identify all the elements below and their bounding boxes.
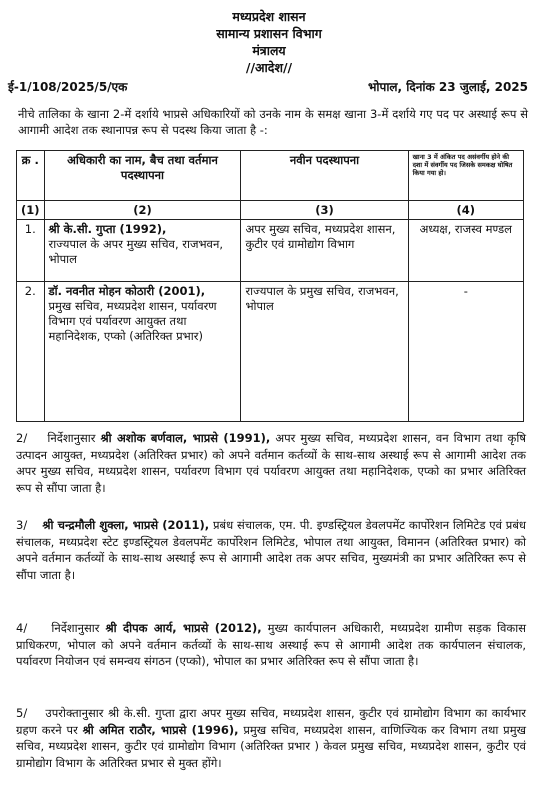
order-title: //आदेश// xyxy=(245,60,293,75)
paragraph-post: प्रमुख सचिव, मध्यप्रदेश शासन, वाणिज्यिक कर विभाग तथा प्रमुख सचिव, मध्यप्रदेश शासन, कुटीर एवं ग्रामोद्योग विभाग (अतिरिक्त प्रभार ) केवल प्रमुख सचिव, मध्यप्रदेश शासन, कुटीर एवं ग्रामोद्योग विभाग के अतिरिक्त प्रभार से मुक्त होंगे। xyxy=(16,722,527,770)
equivalent-post: अध्यक्ष, राजस्व मण्डल xyxy=(408,220,523,282)
current-post: राज्यपाल के अपर मुख्य सचिव, राजभवन, भोपाल xyxy=(48,237,223,266)
paragraph-pre: निर्देशानुसार xyxy=(47,431,101,445)
row-sno: 2. xyxy=(17,282,45,422)
paragraph-number: 5/ xyxy=(16,706,28,720)
department-name: सामान्य प्रशासन विभाग xyxy=(216,26,322,41)
govt-name: मध्यप्रदेश शासन xyxy=(232,9,306,24)
new-post: राज्यपाल के प्रमुख सचिव, राजभवन, भोपाल xyxy=(241,282,408,422)
officer-name: डॉ. नवनीत मोहन कोठारी (2001), xyxy=(48,284,206,298)
officer-cell xyxy=(44,282,241,422)
equivalent-post: - xyxy=(408,282,523,422)
paragraph-post: मुख्य कार्यपालन अधिकारी, मध्यप्रदेश ग्रामीण सड़क विकास प्राधिकरण, भोपाल को अपने वर्तमान कर्तव्यों के साथ-साथ अस्थाई रूप से आगामी आदेश तक कार्यपालन संचालक, पर्यावरण नियोजन एवं समन्वय संगठन (एप्को), भोपाल का प्रभार अतिरिक्त रूप से सौंपा जाता है। xyxy=(16,621,526,668)
table-row xyxy=(17,282,524,422)
column-number: (2) xyxy=(44,201,241,220)
officer-highlight: श्री अमित राठौर, भाप्रसे (1996), xyxy=(82,722,239,737)
paragraph-pre: निर्देशानुसार xyxy=(51,621,106,635)
paragraph-number: 3/ xyxy=(16,518,28,532)
officer-name: श्री के.सी. गुप्ता (1992), xyxy=(48,222,167,236)
document-header xyxy=(0,8,538,76)
officer-highlight: श्री अशोक बर्णवाल, भाप्रसे (1991), xyxy=(100,431,271,445)
paragraph-pre: उपरोक्तानुसार श्री के.सी. गुप्ता द्वारा अपर मुख्य सचिव, मध्यप्रदेश शासन, कुटीर एवं ग्रामोद्योग विभाग का कार्यभार ग्रहण करने पर xyxy=(16,706,527,737)
current-post: प्रमुख सचिव, मध्यप्रदेश शासन, पर्यावरण विभाग एवं पर्यावरण आयुक्त तथा महानिदेशक, एप्को (अतिरिक्त प्रभार) xyxy=(48,299,217,343)
col-header-officer: अधिकारी का नाम, बैच तथा वर्तमान पदस्थापना xyxy=(44,151,241,201)
officer-cell xyxy=(44,220,241,282)
col-header-sno: क्र . xyxy=(17,151,45,201)
table-row xyxy=(17,220,524,282)
intro-text: नीचे तालिका के खाना 2-में दर्शाये भाप्रसे अधिकारियों को उनके नाम के समक्ष खाना 3-में दर्शाये गए पद पर अस्थाई रूप से आगामी आदेश तक स्थानापन्न रूप से पदस्थ किया जाता है -: xyxy=(18,107,528,137)
paragraph-number: 2/ xyxy=(16,431,28,445)
ministry-name: मंत्रालय xyxy=(252,43,286,58)
column-number: (4) xyxy=(408,201,523,220)
posting-table xyxy=(16,150,524,422)
paragraph-2 xyxy=(16,430,526,496)
order-reference: ई-1/108/2025/5/एक xyxy=(8,80,128,94)
officer-highlight: श्री चन्द्रमौली शुक्ला, भाप्रसे (2011), xyxy=(42,518,210,532)
paragraph-number: 4/ xyxy=(16,621,28,635)
row-sno: 1. xyxy=(17,220,45,282)
column-number: (1) xyxy=(17,201,45,220)
officer-highlight: श्री दीपक आर्य, भाप्रसे (2012), xyxy=(105,621,262,635)
paragraph-3 xyxy=(16,517,526,583)
paragraph-5 xyxy=(16,705,526,771)
place-date: भोपाल, दिनांक 23 जुलाई, 2025 xyxy=(367,80,528,94)
new-post: अपर मुख्य सचिव, मध्यप्रदेश शासन, कुटीर एवं ग्रामोद्योग विभाग xyxy=(241,220,408,282)
paragraph-4 xyxy=(16,620,526,670)
column-number-row xyxy=(17,201,524,220)
paragraph-post: अपर मुख्य सचिव, मध्यप्रदेश शासन, वन विभाग तथा कृषि उत्पादन आयुक्त, मध्यप्रदेश (अतिरिक्त प्रभार) को अपने वर्तमान कर्तव्यों के साथ-साथ अस्थाई रूप से आगामी आदेश तक अपर मुख्य सचिव, मध्यप्रदेश शासन, पर्यावरण विभाग एवं पर्यावरण आयुक्त तथा महानिदेशक, एप्को का प्रभार अतिरिक्त रूप से सौंपा जाता है। xyxy=(16,431,526,495)
paragraph-post: प्रबंध संचालक, एम. पी. इण्डस्ट्रियल डेवलपमेंट कार्पोरेशन लिमिटेड एवं प्रबंध संचालक, मध्यप्रदेश स्टेट इण्डस्ट्रियल डेवलपमेंट कार्पोरेशन लिमिटेड, भोपाल तथा आयुक्त, विमानन (अतिरिक्त प्रभार) को अपने वर्तमान कर्तव्यों के साथ-साथ अस्थाई रूप से आगामी आदेश तक अपर सचिव, मुख्यमंत्री का प्रभार अतिरिक्त रूप से सौंपा जाता है। xyxy=(16,518,526,582)
col-header-new-post: नवीन पदस्थापना xyxy=(241,151,408,201)
column-number: (3) xyxy=(241,201,408,220)
col-header-equivalent: खाना 3 में अंकित पद असंवर्गीय होने की दशा में संवर्गीय पद जिसके समकक्ष घोषित किया गया हो। xyxy=(408,151,523,201)
